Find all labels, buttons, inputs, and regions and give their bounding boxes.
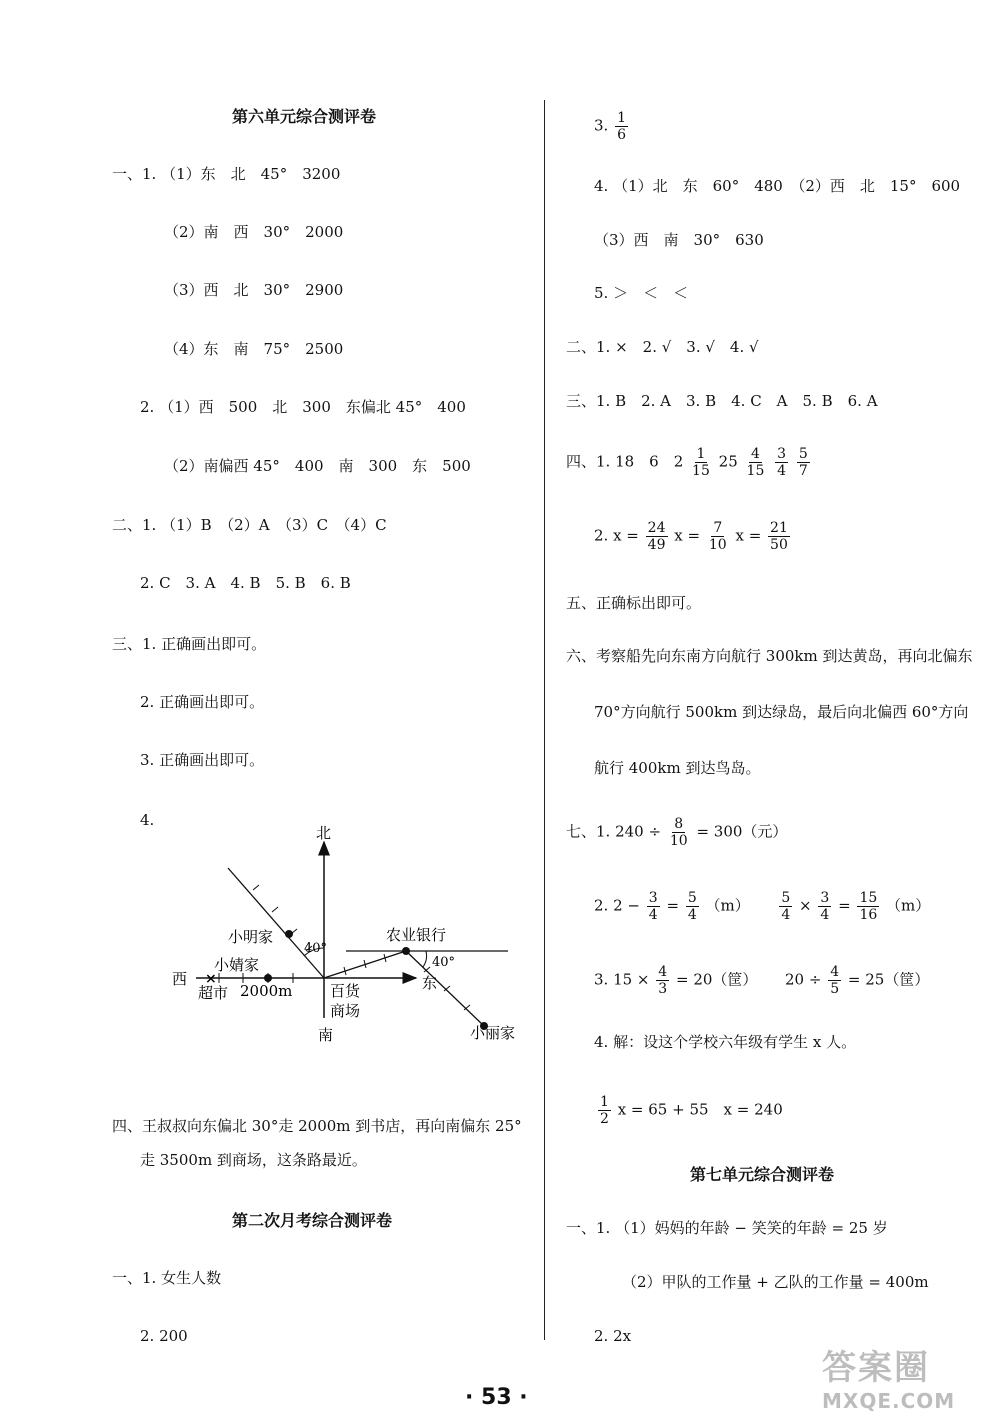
answer-line: 2. 正确画出即可。 — [140, 693, 265, 711]
answer-line: （3）西 北 30° 2900 — [164, 281, 344, 299]
label-distance: 2000m — [240, 982, 293, 1000]
label-north: 北 — [316, 824, 332, 842]
answer-line: 2. （1）西 500 北 300 东偏北 45° 400 — [140, 398, 466, 416]
answer-line-equation: $\frac{1}{2}$ x = 65 + 55 x = 240 — [600, 1094, 783, 1127]
page-number: · 53 · — [465, 1385, 528, 1410]
answer-line: 一、1. 女生人数 — [112, 1269, 222, 1287]
answer-line: （2）甲队的工作量 + 乙队的工作量 = 400m — [622, 1273, 929, 1291]
answer-line-fractions: 2. x = $\frac{24}{49}$ x = $\frac{7}{10}$ x = $\frac{21}{50}$ — [594, 520, 788, 553]
answer-line: 四、王叔叔向东偏北 30°走 2000m 到书店，再向南偏东 25° — [112, 1117, 522, 1135]
answer-line: 二、1. （1）B （2）A （3）C （4）C — [112, 516, 387, 534]
section-title-unit7: 第七单元综合测评卷 — [690, 1165, 835, 1184]
answer-line: 六、考察船先向东南方向航行 300km 到达黄岛，再向北偏东 — [566, 647, 973, 665]
direction-map-diagram — [160, 820, 540, 1050]
answer-line: （2）南 西 30° 2000 — [164, 223, 344, 241]
answer-line: 4. 解：设这个学校六年级有学生 x 人。 — [594, 1033, 857, 1051]
answer-line: 二、1. × 2. √ 3. √ 4. √ — [566, 338, 759, 356]
answer-line: 五、正确标出即可。 — [566, 594, 702, 612]
label-xiaojing: 小婧家 — [214, 956, 260, 974]
label-department-store-1: 百货 — [330, 982, 361, 1000]
label-xiaoli: 小丽家 — [470, 1024, 516, 1042]
bank-point — [402, 947, 410, 955]
label-supermarket: 超市 — [198, 984, 229, 1002]
section-title-unit6: 第六单元综合测评卷 — [232, 107, 377, 126]
answer-line: 三、1. B 2. A 3. B 4. C A 5. B 6. A — [566, 392, 878, 410]
fraction: $\frac{1}{6}$ — [617, 110, 627, 143]
answer-line-equation: 七、1. 240 ÷ $\frac{8}{10}$ = 300（元） — [566, 816, 788, 849]
angle-arc — [423, 951, 427, 967]
answer-line: 一、1. （1）东 北 45° 3200 — [112, 165, 341, 183]
xiaojing-home-point — [264, 974, 272, 982]
answer-line: （2）南偏西 45° 400 南 300 东 500 — [164, 457, 471, 475]
answer-line: 2. C 3. A 4. B 5. B 6. B — [140, 574, 351, 592]
answer-line-fraction: 3. $\frac{1}{6}$ — [594, 110, 627, 143]
watermark-text-bottom: MXQE.COM — [822, 1389, 956, 1413]
label-bank: 农业银行 — [386, 926, 447, 944]
answer-line: 4. （1）北 东 60° 480 （2）西 北 15° 600 — [594, 177, 961, 195]
answer-line: 4. — [140, 811, 155, 829]
answer-line: 航行 400km 到达鸟岛。 — [594, 759, 761, 777]
answer-line-equation: 3. 15 × $\frac{4}{3}$ = 20（筐） 20 ÷ $\frac{4}{5}$ = 25（筐） — [594, 964, 930, 997]
answer-line: 2. 2x — [594, 1327, 632, 1345]
label-west: 西 — [172, 970, 188, 988]
answer-line: 2. 200 — [140, 1327, 188, 1345]
site-watermark-logo — [822, 1340, 992, 1416]
label-xiaoming: 小明家 — [228, 928, 274, 946]
section-title-monthly-test-2: 第二次月考综合测评卷 — [232, 1211, 393, 1230]
answer-line-equation: 2. 2 − $\frac{3}{4}$ = $\frac{5}{4}$ （m） $\frac{5}{4}$ × $\frac{3}{4}$ = $\frac{15}{16}$ （m） — [594, 890, 931, 923]
label-angle-40-left: 40° — [304, 941, 328, 956]
column-divider — [544, 100, 545, 1340]
answer-line: （4）东 南 75° 2500 — [164, 340, 344, 358]
answer-line: 三、1. 正确画出即可。 — [112, 635, 267, 653]
label-department-store-2: 商场 — [330, 1002, 361, 1020]
label-east: 东 — [422, 974, 438, 992]
xiaoming-home-point — [285, 930, 293, 938]
answer-line-fractions: 四、1. 18 6 2 $\frac{1}{15}$ 25 $\frac{4}{15}$ $\frac{3}{4}$ $\frac{5}{7}$ — [566, 446, 808, 479]
watermark-text-top: 答案圈 — [822, 1348, 930, 1388]
answer-line: 70°方向航行 500km 到达绿岛，最后向北偏西 60°方向 — [594, 703, 969, 721]
answer-line: 走 3500m 到商场，这条路最近。 — [140, 1151, 367, 1169]
answer-line: 5. ＞ ＜ ＜ — [594, 284, 689, 302]
answer-line: 3. 正确画出即可。 — [140, 751, 265, 769]
answer-line: （3）西 南 30° 630 — [594, 231, 764, 249]
answer-line: 一、1. （1）妈妈的年龄 − 笑笑的年龄 = 25 岁 — [566, 1219, 888, 1237]
supermarket-x-marker: × — [205, 971, 217, 987]
label-south: 南 — [318, 1026, 334, 1044]
label-angle-40-right: 40° — [432, 955, 456, 970]
